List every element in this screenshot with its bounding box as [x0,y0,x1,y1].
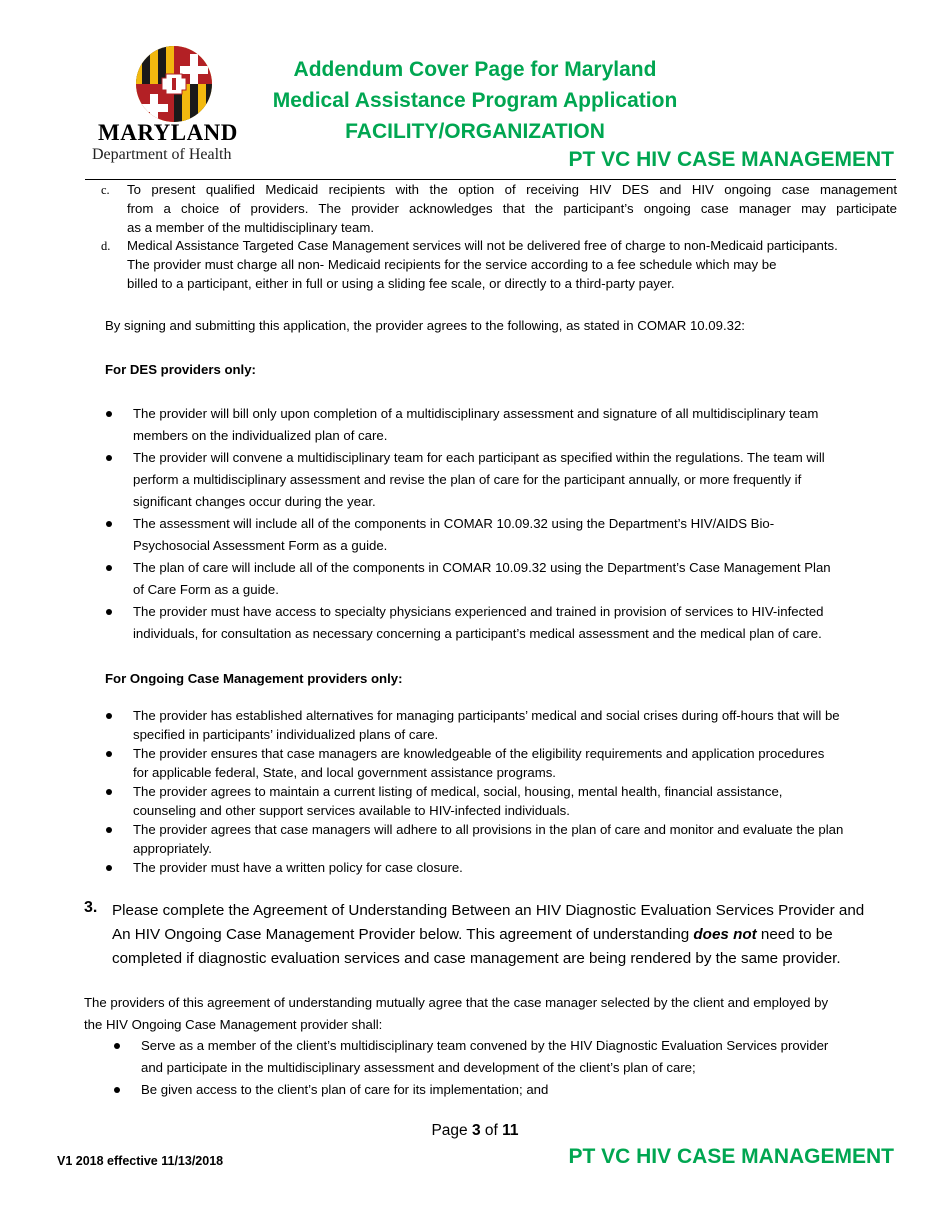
title-line-3: FACILITY/ORGANIZATION [345,120,605,143]
des-list [105,403,900,645]
list-item: The provider has established alternatives for managing participants’ medical and social crises during off-hours that will be specified in participants’ individualized plans of care. [105,706,905,744]
program-title: PT VC HIV CASE MANAGEMENT [568,148,894,171]
emphasis: does not [693,926,757,943]
list-item: The plan of care will include all of the components in COMAR 10.09.32 using the Department’s Case Management Plan of Care Form as a guide. [105,557,900,601]
bullet-icon [114,1043,120,1049]
list-item: Serve as a member of the client’s multidisciplinary team convened by the HIV Diagnostic Evaluation Services provider and participate in the multidisciplinary assessment and development of the client’s plan of care; [113,1035,903,1079]
bullet-icon [106,865,112,871]
lettered-item-d: Medical Assistance Targeted Case Management services will not be delivered free of charge to non-Medicaid participants. The provider must charge all non- Medicaid recipients for the service according to a fee schedule which may be billed to a participant, either in full or using a sliding fee scale, or directly to a third-party payer. [127,238,838,291]
list-item: The provider will bill only upon completion of a multidisciplinary assessment and signature of all multidisciplinary team members on the individualized plan of care. [105,403,900,447]
list-letter-c: c. [101,183,110,197]
des-heading: For DES providers only: [105,362,256,377]
list-item: The provider must have a written policy for case closure. [105,858,905,877]
bullet-icon [106,411,112,417]
list-item: The provider agrees to maintain a current listing of medical, social, housing, mental health, financial assistance, counseling and other support services available to HIV-infected individuals. [105,782,905,820]
version-label: V1 2018 effective 11/13/2018 [57,1154,224,1168]
item-3-text: Please complete the Agreement of Understanding Between an HIV Diagnostic Evaluation Services Provider and An HIV Ongoing Case Management Provider below. This agreement of understanding does not need to be completed if diagnostic evaluation services and case management are being rendered by the same provider. [112,902,865,967]
bullet-icon [106,713,112,719]
title-line-1: Addendum Cover Page for Maryland [293,58,657,81]
agreement-list [113,1035,903,1101]
list-item: The provider agrees that case managers will adhere to all provisions in the plan of care and monitor and evaluate the plan appropriately. [105,820,905,858]
bullet-icon [106,565,112,571]
item-number: 3. [84,899,98,916]
bullet-icon [106,455,112,461]
logo-department: Department of Health [92,146,232,163]
bullet-icon [106,751,112,757]
bullet-icon [106,609,112,615]
agreement-intro-text: The providers of this agreement of understanding mutually agree that the case manager selected by the client and employed by the HIV Ongoing Case Management provider shall: [84,995,829,1032]
lettered-item-c: To present qualified Medicaid recipients with the option of receiving HIV DES and HIV ongoing case management from a choice of providers. The provider acknowledges that the participant’s ongoing case manager may participate as a member of the multidisciplinary team. [127,182,897,235]
list-item: The provider must have access to specialty physicians experienced and trained in provision of services to HIV-infected individuals, for consultation as necessary concerning a participant’s medical assessment and the medical plan of care. [105,601,900,645]
ongoing-heading: For Ongoing Case Management providers only: [105,671,403,686]
list-item: The provider will convene a multidisciplinary team for each participant as specified within the regulations. The team will perform a multidisciplinary assessment and revise the plan of care for the participant annually, or more frequently if significant changes occur during the year. [105,447,900,513]
list-letter-d: d. [101,239,111,253]
page-number: Page 3 of 11 [431,1122,519,1139]
bullet-icon [106,789,112,795]
list-item: The assessment will include all of the components in COMAR 10.09.32 using the Department’s HIV/AIDS Bio- Psychosocial Assessment Form as a guide. [105,513,900,557]
bullet-icon [106,827,112,833]
ongoing-list [105,706,905,877]
list-item: The provider ensures that case managers are knowledgeable of the eligibility requirements and application procedures for applicable federal, State, and local government assistance programs. [105,744,905,782]
bullet-icon [106,521,112,527]
footer-program-title: PT VC HIV CASE MANAGEMENT [568,1145,894,1168]
list-item: Be given access to the client’s plan of care for its implementation; and [113,1079,903,1101]
bullet-icon [114,1087,120,1093]
agreement-intro: By signing and submitting this application, the provider agrees to the following, as stated in COMAR 10.09.32: [105,318,745,333]
logo-wordmark: MARYLAND [98,120,238,145]
title-line-2: Medical Assistance Program Application [272,89,678,112]
